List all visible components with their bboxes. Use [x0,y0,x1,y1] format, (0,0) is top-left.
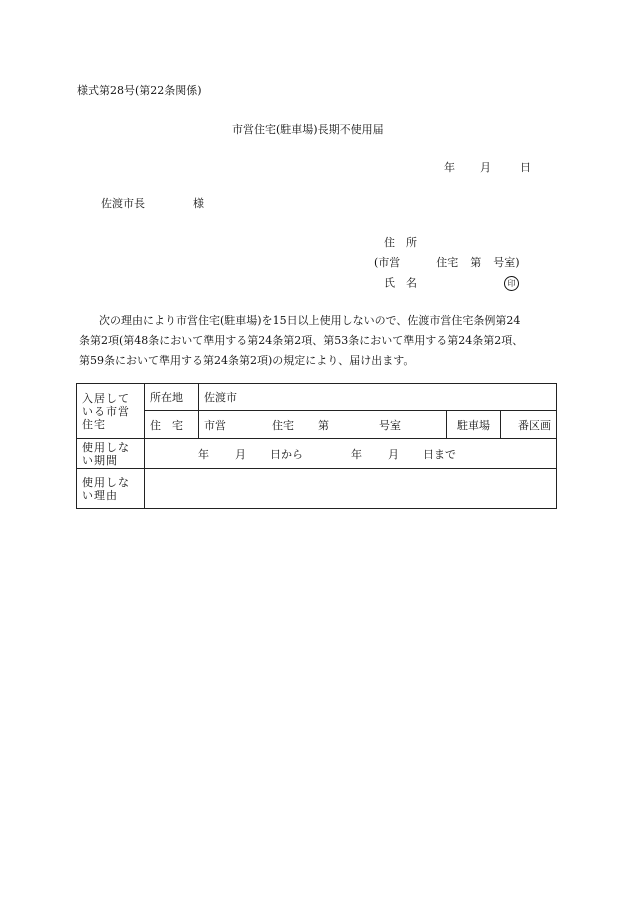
applicant-unit-number: 第 [470,256,482,269]
housing-room: 号室 [379,418,401,432]
body-line-3: 第59条において準用する第24条第2項)の規定により、届け出ます。 [79,354,415,367]
table-row [77,469,557,509]
addressee [101,198,204,209]
period-to-month: 月 [388,447,399,461]
applicant-name-label: 氏 名 [384,276,417,290]
applicant-unit-line [374,257,520,268]
date-year: 年 [444,161,455,174]
period-to-day: 日まで [423,447,456,461]
date-month: 月 [480,161,491,174]
body-line-1: 次の理由により市営住宅(駐車場)を15日以上使用しないので、佐渡市営住宅条例第24 [99,314,521,327]
applicant-block [374,237,534,297]
applicant-name-line [384,276,519,291]
housing-suffix: 住宅 [272,418,294,432]
period-label-line: い期間 [82,453,118,467]
reason-label-cell [77,469,145,509]
applicant-unit-room: 号室) [493,256,520,269]
reason-label-line: い理由 [82,488,118,502]
period-label-line: 使用しな [82,440,130,454]
body-paragraph [79,311,559,371]
table-row [77,439,557,469]
parking-label: 駐車場 [447,411,501,439]
form-number: 様式第28号(第22条関係) [77,84,202,97]
reason-label-line: 使用しな [82,475,130,489]
table-row [77,384,557,411]
document-title: 市営住宅(駐車場)長期不使用届 [232,123,384,136]
housing-city: 市営 [204,418,226,432]
housing-number: 第 [318,418,329,432]
reason-value[interactable] [145,469,557,509]
date-line [444,162,531,173]
table-row [77,411,557,439]
residence-label-cell [77,384,145,439]
residence-label-line: 入居して [82,391,130,405]
notification-table [76,383,557,509]
addressee-honorific: 様 [193,197,204,210]
date-day: 日 [520,161,531,174]
period-value [145,439,557,469]
period-label-cell [77,439,145,469]
residence-label-line: いる市営 [82,404,130,418]
seal-mark: 印 [504,276,519,291]
period-from-month: 月 [235,447,246,461]
location-value: 佐渡市 [199,384,557,411]
period-from-day: 日から [270,447,303,461]
residence-label-line: 住宅 [82,417,106,431]
applicant-unit-housing: 住宅 [436,256,459,269]
period-to-year: 年 [351,447,362,461]
parking-zone: 番区画 [501,411,557,439]
location-label: 所在地 [145,384,199,411]
applicant-unit-open: (市営 [374,256,401,269]
body-line-2: 条第2項(第48条において準用する第24条第2項、第53条において準用する第24条第2項、 [79,334,524,347]
period-from-year: 年 [198,447,209,461]
housing-value [199,411,447,439]
addressee-name: 佐渡市長 [101,197,145,210]
housing-label: 住 宅 [145,411,199,439]
applicant-address-label: 住 所 [384,236,417,249]
